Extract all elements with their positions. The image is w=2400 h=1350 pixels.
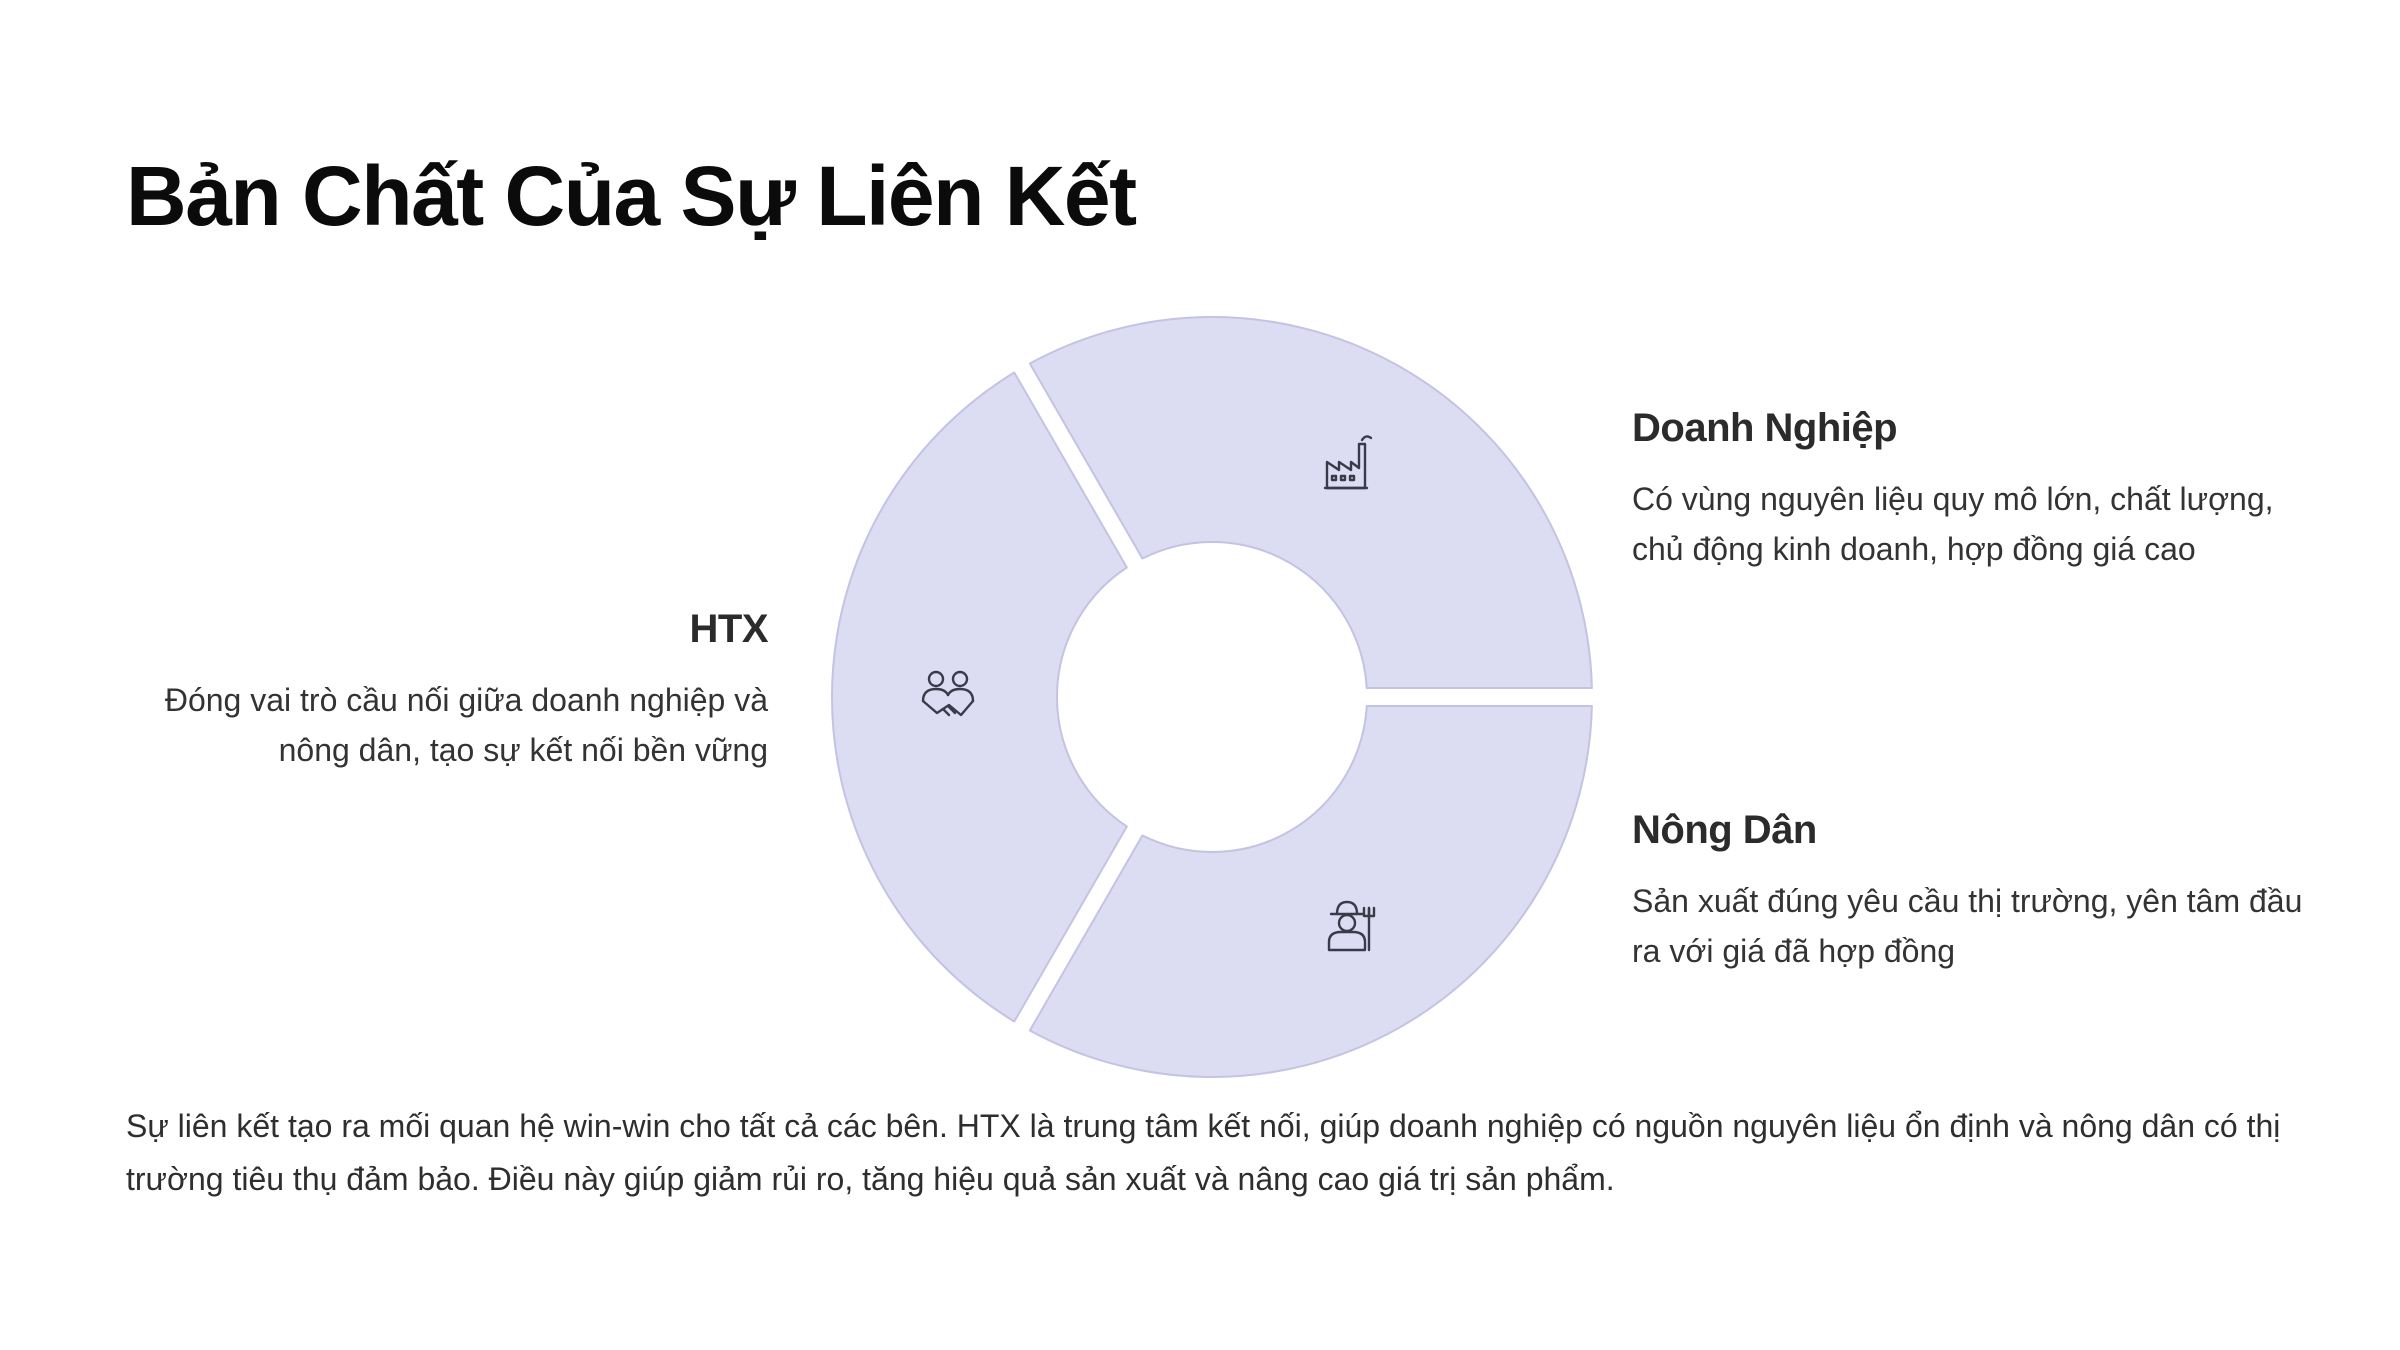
nong-dan-description: Sản xuất đúng yêu cầu thị trường, yên tâm đầu ra với giá đã hợp đồng — [1632, 883, 2303, 969]
doanh-nghiep-label-block — [1632, 404, 2332, 574]
segment-htx — [832, 373, 1127, 1022]
summary-text: Sự liên kết tạo ra mối quan hệ win-win cho tất cả các bên. HTX là trung tâm kết nối, giúp doanh nghiệp có nguồn nguyên liệu ổn định và nông dân có thị trường tiêu thụ đảm bảo. Điều này giúp giảm rủi ro, tăng hiệu quả sản xuất và nâng cao giá trị sản phẩm. — [126, 1108, 2281, 1197]
page-title: Bản Chất Của Sự Liên Kết — [126, 149, 1136, 243]
doanh-nghiep-description: Có vùng nguyên liệu quy mô lớn, chất lượng, chủ động kinh doanh, hợp đồng giá cao — [1632, 481, 2274, 567]
nong-dan-label-block — [1632, 806, 2332, 976]
doanh-nghiep-title: Doanh Nghiệp — [1632, 406, 1898, 450]
htx-title: HTX — [689, 607, 768, 651]
segment-nong-dan — [1030, 706, 1592, 1077]
htx-label-block — [140, 605, 768, 775]
segment-doanh-nghiep — [1030, 317, 1592, 688]
htx-description: Đóng vai trò cầu nối giữa doanh nghiệp và nông dân, tạo sự kết nối bền vững — [164, 682, 768, 768]
nong-dan-title: Nông Dân — [1632, 808, 1817, 852]
